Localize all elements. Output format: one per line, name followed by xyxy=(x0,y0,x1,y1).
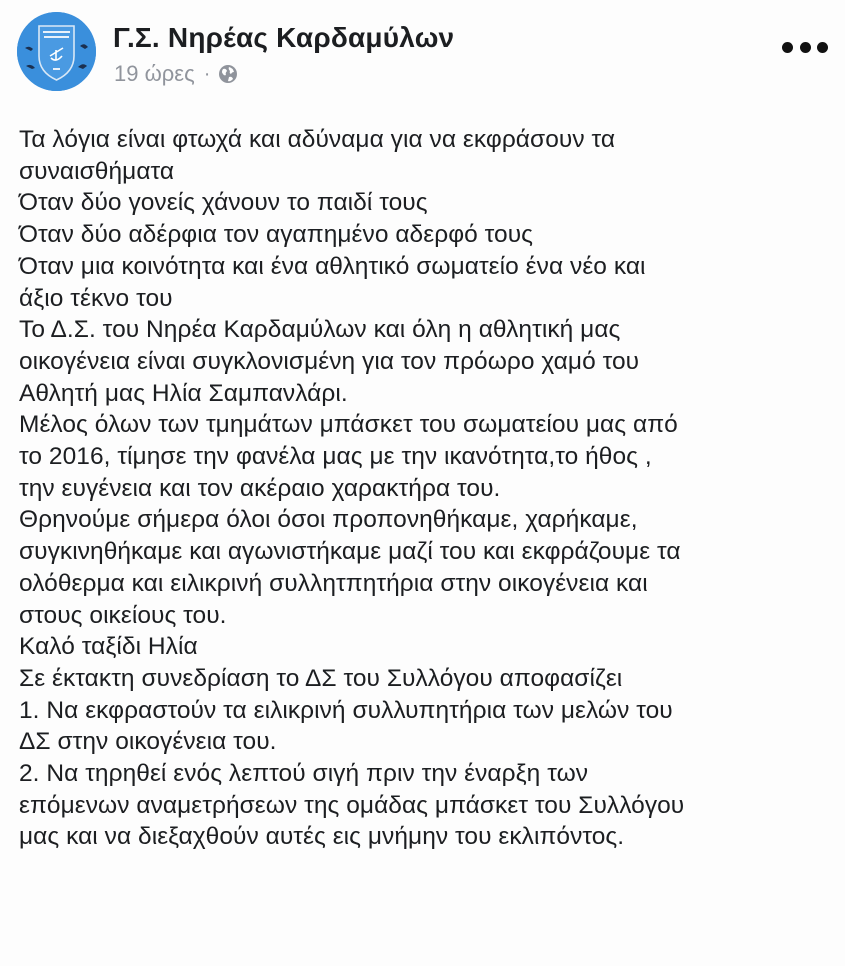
post-text-line: Όταν δύο αδέρφια τον αγαπημένο αδερφό τους xyxy=(19,221,534,249)
more-dot-icon xyxy=(817,42,828,53)
post-text-line: Το Δ.Σ. του Νηρέα Καρδαμύλων και όλη η αθλητική μας xyxy=(19,316,621,344)
post-body xyxy=(19,124,839,853)
page-name[interactable]: Γ.Σ. Νηρέας Καρδαμύλων xyxy=(113,22,455,53)
post-text-line: συναισθήματα xyxy=(19,157,175,185)
post-text-line: επόμενων αναμετρήσεων της ομάδας μπάσκετ του Συλλόγου xyxy=(19,791,685,819)
more-dot-icon xyxy=(800,42,811,53)
post-text-line: Σε έκτακτη συνεδρίαση το ΔΣ του Συλλόγου αποφασίζει xyxy=(19,664,623,692)
post-text-line: 2. Να τηρηθεί ενός λεπτού σιγή πριν την έναρξη των xyxy=(19,760,589,788)
post-text-line: στους οικείους του. xyxy=(19,601,227,629)
post-text-line: το 2016, τίμησε την φανέλα μας με την ικανότητα,το ήθος , xyxy=(19,443,652,471)
avatar[interactable] xyxy=(17,12,96,91)
club-crest-icon xyxy=(17,12,96,91)
post-text-line: Μέλος όλων των τμημάτων μπάσκετ του σωματείου μας από xyxy=(19,411,678,439)
post-text-line: την ευγένεια και τον ακέραιο χαρακτήρα του. xyxy=(19,474,501,502)
post-text-line: συγκινηθήκαμε και αγωνιστήκαμε μαζί του και εκφράζουμε τα xyxy=(19,538,681,566)
post-text-line: Θρηνούμε σήμερα όλοι όσοι προπονηθήκαμε, χαρήκαμε, xyxy=(19,506,638,534)
more-options-button[interactable] xyxy=(782,34,828,60)
post-meta xyxy=(114,61,238,87)
globe-icon[interactable] xyxy=(218,64,238,84)
more-dot-icon xyxy=(782,42,793,53)
post-text-line: Όταν δύο γονείς χάνουν το παιδί τους xyxy=(19,189,428,217)
post-text-line: ολόθερμα και ειλικρινή συλλητπητήρια στην οικογένεια και xyxy=(19,569,648,597)
post-text-line: Όταν μια κοινότητα και ένα αθλητικό σωματείο ένα νέο και xyxy=(19,252,646,280)
post-text-line: Καλό ταξίδι Ηλία xyxy=(19,633,198,661)
post-text-line: άξιο τέκνο του xyxy=(19,284,173,312)
post-text-line: μας και να διεξαχθούν αυτές εις μνήμην του εκλιπόντος. xyxy=(19,823,625,851)
post-header xyxy=(0,0,845,100)
post-text-line: Τα λόγια είναι φτωχά και αδύναμα για να εκφράσουν τα xyxy=(19,126,616,153)
post-text-line: οικογένεια είναι συγκλονισμένη για τον πρόωρο χαμό του xyxy=(19,347,640,375)
meta-separator: · xyxy=(203,62,211,85)
post-timestamp[interactable]: 19 ώρες xyxy=(114,61,195,86)
post-text-line: 1. Να εκφραστούν τα ειλικρινή συλλυπητήρια των μελών του xyxy=(19,696,673,724)
post-text-line: Αθλητή μας Ηλία Σαμπανλάρι. xyxy=(19,379,348,407)
post-text-line: ΔΣ στην οικογένεια του. xyxy=(19,728,277,756)
